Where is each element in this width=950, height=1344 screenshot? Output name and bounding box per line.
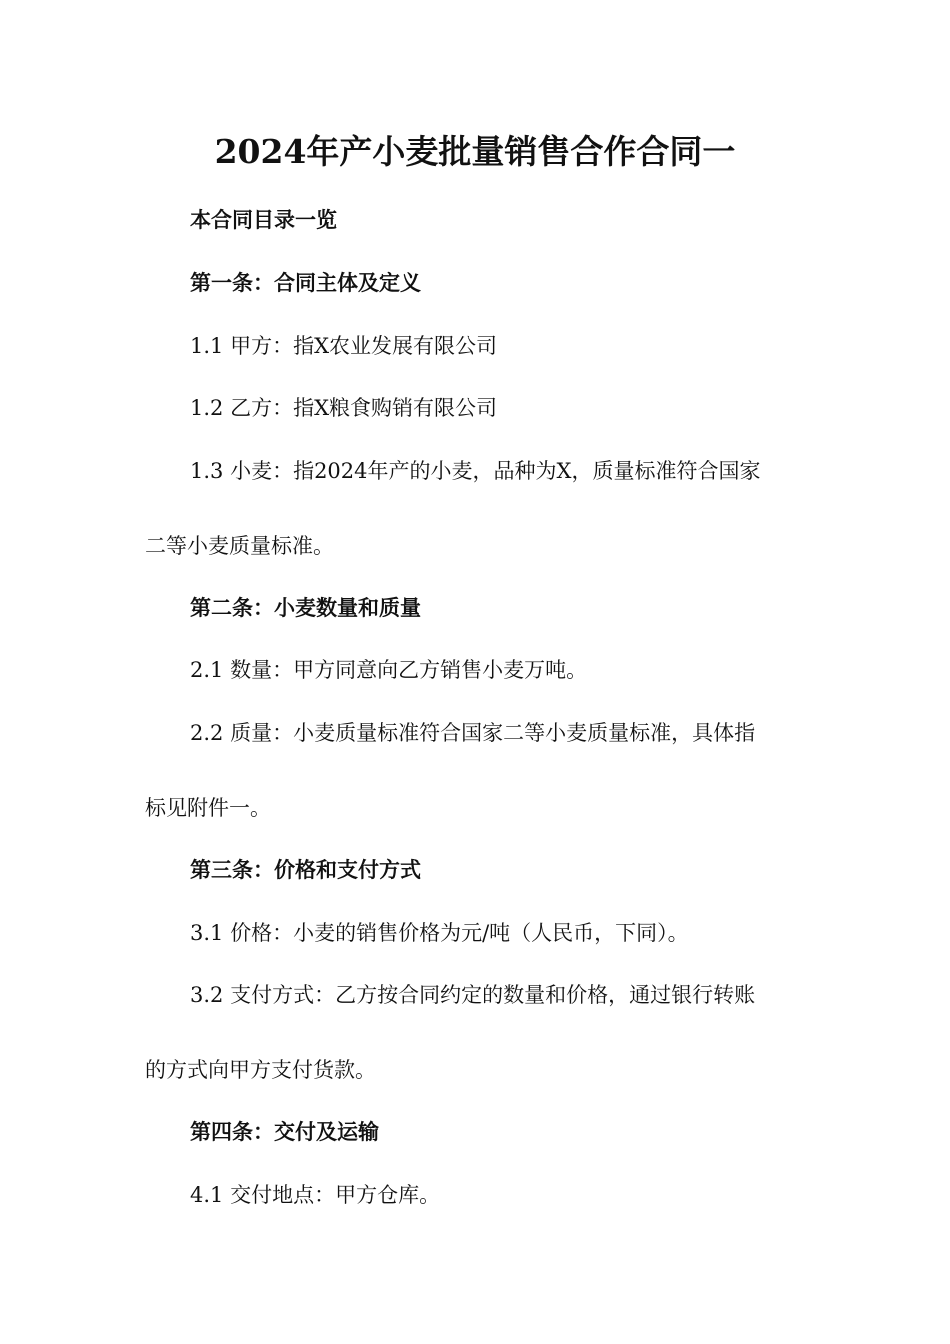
section-1-heading: 第一条：合同主体及定义 — [190, 270, 421, 295]
section-3-heading: 第三条：价格和支付方式 — [190, 857, 421, 882]
clause-1-1: 1.1 甲方：指X农业发展有限公司 — [190, 334, 498, 358]
document-title: 2024年产小麦批量销售合作合同一 — [214, 132, 736, 171]
clause-3-1: 3.1 价格：小麦的销售价格为元/吨（人民币，下同）。 — [190, 921, 689, 945]
section-4-heading: 第四条：交付及运输 — [190, 1119, 379, 1144]
clause-1-2: 1.2 乙方：指X粮食购销有限公司 — [190, 396, 498, 420]
toc-heading: 本合同目录一览 — [190, 207, 337, 232]
clause-1-3-line-2: 二等小麦质量标准。 — [145, 534, 334, 558]
clause-3-2-line-2: 的方式向甲方支付货款。 — [145, 1058, 376, 1082]
section-2-heading: 第二条：小麦数量和质量 — [190, 595, 421, 620]
clause-4-1: 4.1 交付地点：甲方仓库。 — [190, 1183, 441, 1207]
clause-2-2-line-1: 2.2 质量：小麦质量标准符合国家二等小麦质量标准，具体指 — [190, 721, 756, 745]
clause-1-3-line-1: 1.3 小麦：指2024年产的小麦，品种为X，质量标准符合国家 — [190, 459, 761, 483]
clause-2-1: 2.1 数量：甲方同意向乙方销售小麦万吨。 — [190, 658, 588, 682]
clause-3-2-line-1: 3.2 支付方式：乙方按合同约定的数量和价格，通过银行转账 — [190, 983, 756, 1007]
clause-2-2-line-2: 标见附件一。 — [145, 796, 271, 820]
